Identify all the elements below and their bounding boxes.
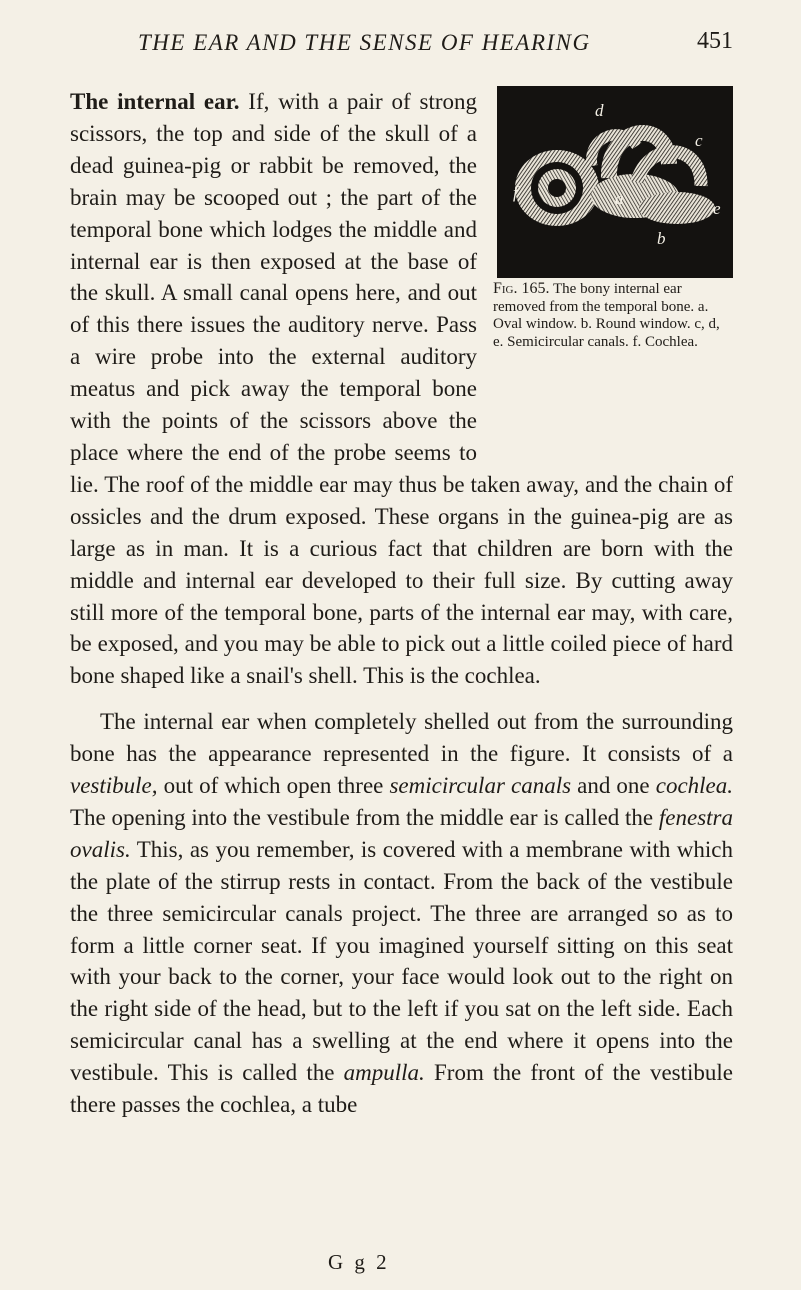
caption-label: Fig. 165.	[493, 280, 550, 297]
paragraph-vestibule	[70, 706, 733, 1121]
term-fenestra-ovalis: fenestra ovalis.	[70, 804, 733, 862]
para1-text: If, with a pair of strong scissors, the top and side of the skull of a dead guinea-pig or rabbit be removed, the brain may be scooped out ; the part of the temporal bone which lodges the middle and internal ear is then exposed at the base of the skull. A small canal opens here, and out of this there issues the auditory nerve. Pass a wire probe into the external auditory meatus and pick away the temporal bone with the points of the scissors above the place where the end of the probe seems to lie. The roof of the middle ear may thus be taken away, and the chain of ossicles and the drum exposed. These organs in the guinea-pig are as large as in man. It is a curious fact that children are born with the middle and internal ear developed to their full size. By cutting away still more of the temporal bone, parts of the internal ear may, with care, be exposed, and you may be able to pick out a little coiled piece of hard bone shaped like a snail's shell. This is the cochlea.	[70, 89, 733, 689]
figure-165	[493, 86, 733, 460]
caption-text: The bony internal ear removed from the temporal bone. a. Oval window. b. Round window. c, d, e. Semicircular canals. f. Cochlea.	[493, 281, 720, 350]
para2-text-4: The opening into the vestibule from the middle ear is called the	[70, 804, 659, 830]
section-lead: The internal ear.	[70, 89, 240, 114]
running-head: THE EAR AND THE SENSE OF HEARING	[138, 30, 591, 55]
para2-text-2: out of which open three	[157, 773, 390, 799]
term-vestibule: vestibule,	[70, 773, 158, 799]
signature-mark: G g 2	[328, 1250, 390, 1274]
label-a: a	[615, 189, 624, 208]
para2-text-3: and one	[571, 773, 656, 799]
page-number: 451	[697, 28, 733, 54]
page-header	[0, 30, 801, 70]
label-e: e	[713, 199, 721, 218]
figure-illustration	[497, 86, 733, 278]
bony-labyrinth-illustration	[497, 86, 733, 278]
term-semicircular-canals: semicircular canals	[389, 773, 572, 799]
para2-text-1: The internal ear when completely shelled out from the surrounding bone has the appearance represented in the figure. It consists of a	[70, 709, 733, 767]
label-f: f	[513, 183, 518, 202]
para2-text-6: From the front of the vestibule there passes the cochlea, a tube	[70, 1060, 733, 1118]
paragraph-internal-ear	[70, 86, 733, 692]
label-b: b	[657, 229, 666, 248]
term-cochlea: cochlea.	[655, 773, 733, 799]
term-ampulla: ampulla.	[343, 1060, 425, 1086]
label-c: c	[695, 131, 703, 150]
para2-text-5: This, as you remember, is covered with a membrane with which the plate of the stirrup rests in contact. From the back of the vestibule the three semicircular canals project. The three are arranged so as to form a little corner seat. If you imagined yourself sitting on this seat with your back to the corner, your face would look out to the right on the right side of the head, but to the left if you sat on the left side. Each semicircular canal has a swelling at the end where it opens into the vestibule. This is called the	[70, 836, 733, 1086]
label-d: d	[595, 101, 604, 120]
body-text	[70, 86, 733, 1121]
figure-caption	[493, 280, 733, 351]
